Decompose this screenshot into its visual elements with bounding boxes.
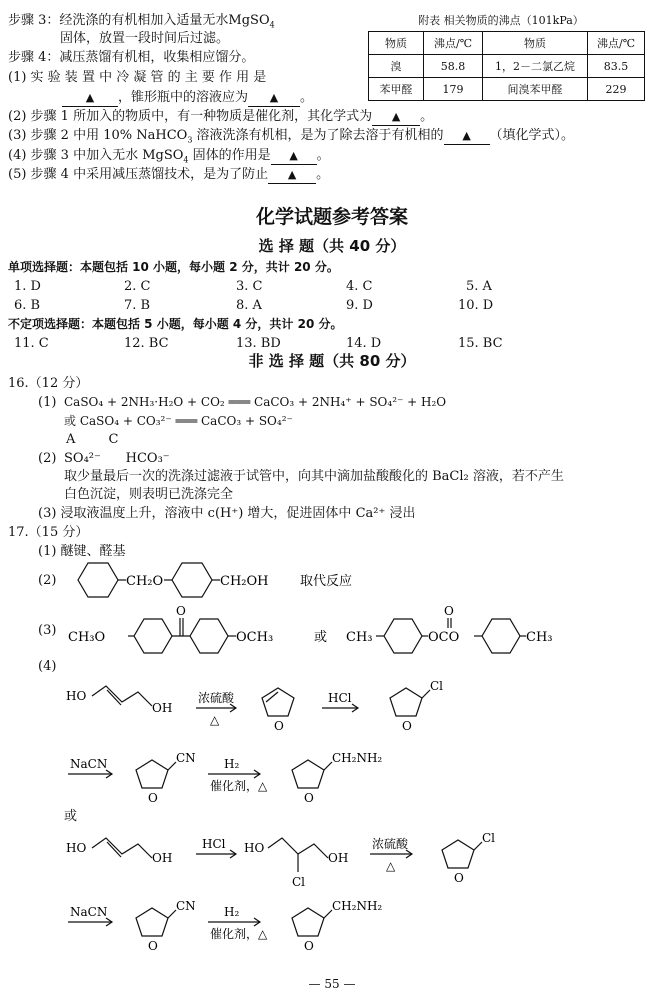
multi-answer: 14. D	[346, 336, 382, 351]
route1-row2	[60, 748, 480, 812]
nacn-reagent: NaCN	[70, 905, 108, 919]
ch2o-group: CH₂O	[126, 574, 164, 589]
cn-label: CN	[176, 751, 196, 765]
h2-reagent: H₂	[224, 757, 240, 771]
oh-label: OH	[152, 851, 173, 865]
benzene-ring	[482, 619, 520, 653]
route2-row1	[60, 826, 520, 890]
ring-o: O	[402, 719, 412, 733]
q16-ac: A C	[66, 432, 119, 447]
route1-row1	[60, 676, 480, 740]
h2so4-reagent: 浓硫酸	[198, 691, 235, 705]
thf-ring	[292, 908, 324, 936]
cn-label: CN	[176, 899, 196, 913]
hcl-reagent: HCl	[328, 691, 352, 705]
ho-label: HO	[244, 841, 265, 855]
substituent-bond	[168, 910, 176, 918]
heat-condition: △	[210, 713, 220, 727]
multi-choice-heading: 不定项选择题：本题包括 5 小题，每小题 4 分，共计 20 分。	[8, 317, 343, 331]
multi-answer: 15. BC	[458, 336, 503, 351]
och3-group: OCH₃	[236, 630, 274, 645]
single-answer: 6. B	[14, 298, 41, 313]
multi-answer: 11. C	[14, 336, 49, 351]
bp-header-cell: 物质	[483, 32, 588, 55]
benzene-ring	[172, 563, 212, 597]
q1-line: (1) 实 验 装 置 中 冷 凝 管 的 主 要 作 用 是	[8, 70, 267, 85]
bp-header-cell: 物质	[369, 32, 424, 55]
ho-label: HO	[66, 841, 87, 855]
single-choice-heading: 单项选择题：本题包括 10 小题，每小题 2 分，共计 20 分。	[8, 260, 339, 274]
ring-o: O	[454, 871, 464, 885]
substituent-bond	[474, 842, 482, 850]
ch3-group: CH₃	[346, 630, 373, 645]
single-answer: 4. C	[346, 279, 373, 294]
ch2nh2-label: CH₂NH₂	[332, 751, 383, 765]
thf-ring	[292, 760, 324, 788]
thf-ring	[136, 908, 168, 936]
cl-label: Cl	[482, 831, 496, 845]
ch3o-group: CH₃O	[68, 630, 106, 645]
oh-label: OH	[328, 851, 349, 865]
q16-head: 16.（12 分）	[8, 376, 89, 391]
q16-ions: SO₄²⁻ HCO₃⁻	[64, 451, 170, 466]
q17-p3-structures	[64, 602, 624, 658]
q17-head: 17.（15 分）	[8, 525, 89, 540]
q16-eq2: 或 CaSO₄ + CO₃²⁻ ═══ CaCO₃ + SO₄²⁻	[64, 414, 293, 428]
bp-cell: 间溴苯甲醛	[483, 78, 588, 101]
q5-line: (5) 步骤 4 中采用减压蒸馏技术，是为了防止 ▲ 。	[8, 167, 330, 182]
q2-blank: ▲	[372, 108, 420, 126]
bp-table	[368, 31, 645, 101]
ring-o: O	[274, 719, 284, 733]
ring-o: O	[148, 939, 158, 953]
single-answer: 10. D	[458, 298, 494, 313]
q2-line: (2) 步骤 1 所加入的物质中，有一种物质是催化剂，其化学式为 ▲ 。	[8, 109, 434, 124]
double-bond	[107, 842, 121, 857]
thf-ring	[442, 840, 474, 868]
double-bond	[107, 690, 121, 705]
bp-cell: 229	[588, 78, 645, 101]
route2-row2	[60, 896, 480, 960]
q1-blank-1: ▲	[62, 89, 118, 107]
ho-label: HO	[66, 689, 87, 703]
q4-line: (4) 步骤 3 中加入无水 MgSO$_4$ 固体的作用是 ▲ 。	[8, 148, 330, 165]
step3-line: 步骤 3：经洗涤的有机相加入适量无水MgSO$_4$	[8, 13, 275, 30]
q17-p2-structure	[64, 556, 364, 606]
bp-cell: 苯甲醛	[369, 78, 424, 101]
q17-p3-label: (3)	[38, 623, 57, 638]
catalyst-condition: 催化剂，△	[210, 927, 268, 941]
multi-answer: 13. BD	[236, 336, 281, 351]
benzene-ring	[134, 619, 172, 653]
thf-ring	[390, 688, 422, 716]
q1-blank-2: ▲	[248, 89, 300, 107]
bp-table-caption: 附表 相关物质的沸点（101kPa）	[418, 14, 584, 27]
substituent-bond	[422, 690, 430, 698]
oh-label: OH	[152, 701, 173, 715]
q4-blank: ▲	[271, 147, 317, 165]
ch2nh2-label: CH₂NH₂	[332, 899, 383, 913]
step4-line: 步骤 4：减压蒸馏有机相，收集相应馏分。	[8, 50, 255, 65]
q16-p3: (3) 浸取液温度上升，溶液中 c(H⁺) 增大，促进固体中 Ca²⁺ 浸出	[38, 506, 416, 521]
ch3-group: CH₃	[526, 630, 553, 645]
single-answer: 7. B	[124, 298, 151, 313]
bp-cell: 58.8	[424, 55, 483, 78]
single-answer: 3. C	[236, 279, 263, 294]
heat-condition: △	[386, 859, 396, 873]
q3-line: (3) 步骤 2 中用 10% NaHCO$_3$ 溶液洗涤有机相，是为了除去溶于有机相的 ▲ （填化学式）。	[8, 128, 575, 145]
q16-p2-text1: 取少量最后一次的洗涤过滤液于试管中，向其中滴加盐酸酸化的 BaCl₂ 溶液，若不产生	[64, 469, 564, 484]
substituent-bond	[324, 910, 332, 918]
bp-cell: 1，2－二氯乙烷	[483, 55, 588, 78]
ring-o: O	[304, 791, 314, 805]
q16-eq1: CaSO₄ + 2NH₃·H₂O + CO₂ ═══ CaCO₃ + 2NH₄⁺ + SO₄²⁻ + H₂O	[64, 395, 447, 409]
page-number: — 55 —	[308, 977, 356, 991]
answers-title: 化学试题参考答案	[255, 206, 408, 228]
q17-p4-label: (4)	[38, 659, 57, 674]
bp-row	[369, 78, 645, 101]
h2-reagent: H₂	[224, 905, 240, 919]
catalyst-condition: 催化剂，△	[210, 779, 268, 793]
q17-p1: (1) 醚键、醛基	[38, 544, 126, 559]
q1-cont: ▲ ，锥形瓶中的溶液应为 ▲ 。	[62, 89, 313, 107]
nacn-reagent: NaCN	[70, 757, 108, 771]
hcl-reagent: HCl	[202, 837, 226, 851]
bp-row	[369, 55, 645, 78]
butenediol-chain	[92, 838, 152, 858]
multi-answer: 12. BC	[124, 336, 169, 351]
q16-p1-label: (1)	[38, 395, 57, 410]
single-answer: 1. D	[14, 279, 41, 294]
bp-header-row	[369, 32, 645, 55]
double-bond	[266, 692, 278, 702]
single-answer: 8. A	[236, 298, 262, 313]
carbonyl-o: O	[444, 604, 454, 618]
single-answer: 2. C	[124, 279, 151, 294]
carbonyl-o: O	[176, 604, 186, 618]
q16-p2-text2: 白色沉淀，则表明已洗涤完全	[64, 487, 234, 502]
choice-section-title: 选 择 题（共 40 分）	[258, 237, 406, 255]
bp-header-cell: 沸点/℃	[588, 32, 645, 55]
step3-cont: 固体，放置一段时间后过滤。	[60, 31, 230, 46]
benzene-ring	[384, 619, 422, 653]
h2so4-reagent: 浓硫酸	[372, 837, 409, 851]
q17-p2-label: (2)	[38, 573, 57, 588]
ring-o: O	[148, 791, 158, 805]
bp-cell: 溴	[369, 55, 424, 78]
route-or: 或	[64, 809, 78, 824]
ring-o: O	[304, 939, 314, 953]
q3-blank: ▲	[444, 127, 490, 145]
bp-cell: 83.5	[588, 55, 645, 78]
or-word: 或	[314, 630, 328, 645]
butenediol-chain	[92, 686, 152, 706]
q16-p2-label: (2)	[38, 451, 57, 466]
ch2oh-group: CH₂OH	[220, 574, 269, 589]
bp-cell: 179	[424, 78, 483, 101]
single-answer: 9. D	[346, 298, 373, 313]
substituent-bond	[324, 762, 332, 770]
benzene-ring	[190, 619, 228, 653]
reaction-type: 取代反应	[300, 574, 353, 589]
q5-blank: ▲	[268, 166, 316, 184]
benzene-ring	[78, 563, 118, 597]
cl-label: Cl	[292, 875, 306, 889]
ococ-group: OCO	[428, 630, 460, 645]
cl-label: Cl	[430, 679, 444, 693]
bp-header-cell: 沸点/℃	[424, 32, 483, 55]
thf-ring	[136, 760, 168, 788]
nonchoice-section-title: 非 选 择 题（共 80 分）	[248, 352, 416, 370]
substituent-bond	[168, 762, 176, 770]
single-answer: 5. A	[466, 279, 492, 294]
